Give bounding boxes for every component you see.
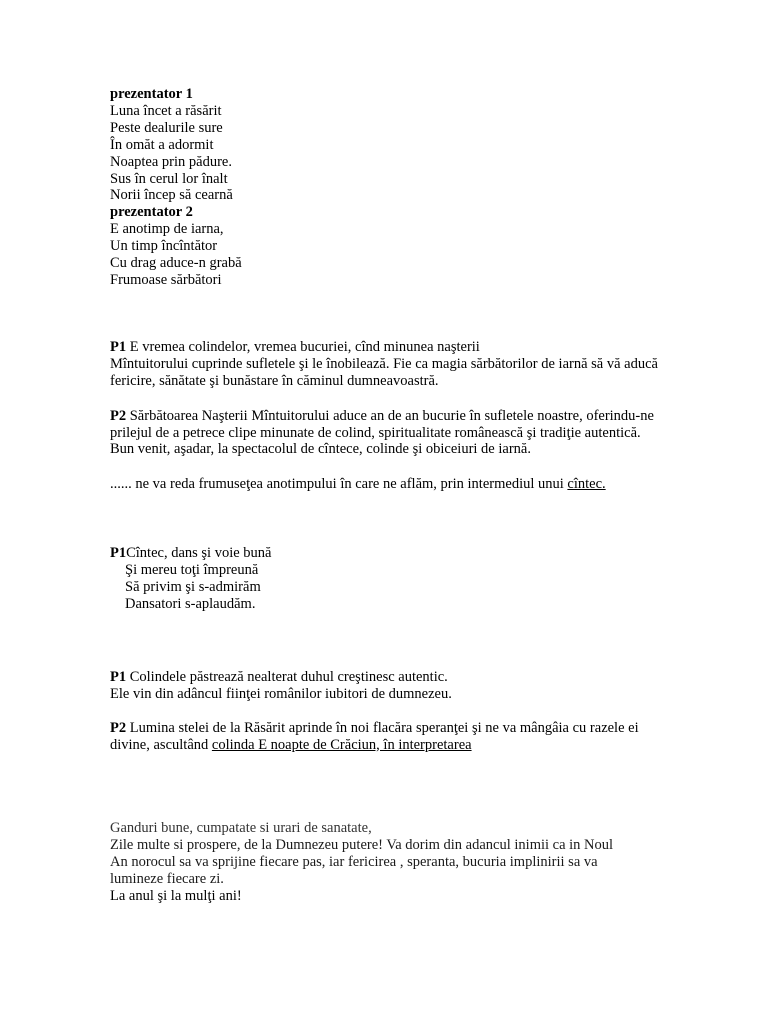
- verse-line: Dansatori s-aplaudăm.: [125, 595, 256, 612]
- paragraph-text: Colindele păstrează nealterat duhul creştinesc autentic.: [126, 668, 448, 685]
- verse-line: Cîntec, dans şi voie bună: [126, 545, 272, 562]
- paragraph-text: Bun venit, aşadar, la spectacolul de cîntece, colinde şi obiceiuri de iarnă.: [110, 441, 531, 458]
- verse-line: Sus în cerul lor înalt: [110, 170, 228, 187]
- verse-line: Norii încep să cearnă: [110, 187, 233, 204]
- final-greeting: La anul şi la mulţi ani!: [110, 888, 242, 905]
- paragraph-text: fericire, sănătate şi bunăstare în căminul dumneavoastră.: [110, 372, 439, 389]
- closing-wishes: [110, 820, 710, 905]
- speaker-tag: P2: [110, 407, 127, 424]
- song-intro-paragraph: [110, 476, 710, 493]
- wish-line: lumineze fiecare zi.: [110, 871, 224, 888]
- song-link: cîntec.: [567, 476, 606, 493]
- verse-line: Frumoase sărbători: [110, 271, 222, 288]
- paragraph-text: ...... ne va reda frumuseţea anotimpului în care ne aflăm, prin intermediul unui: [110, 476, 568, 493]
- paragraph-text: E vremea colindelor, vremea bucuriei, cînd minunea naşterii: [126, 338, 480, 355]
- verse-line: Peste dealurile sure: [110, 119, 223, 136]
- paragraph-text: Mîntuitorului cuprinde sufletele şi le înobilează. Fie ca magia sărbătorilor de iarnă să vă aducă: [110, 355, 658, 372]
- paragraph-text: prilejul de a petrece clipe minunate de colind, spiritualitate românească şi tradiţie autentică.: [110, 424, 641, 441]
- paragraph-text: Sărbătoarea Naşterii Mîntuitorului aduce an de an bucurie în sufletele noastre, oferindu-ne: [126, 407, 654, 424]
- speaker-tag: P1: [110, 668, 127, 685]
- document-page: [110, 86, 710, 905]
- presenter-1-label: prezentator 1: [110, 86, 193, 102]
- verse-line: E anotimp de iarna,: [110, 221, 224, 238]
- speaker-tag: P1: [110, 338, 127, 355]
- wish-line: Ganduri bune, cumpatate si urari de sanatate,: [110, 820, 372, 837]
- verse-line: Cu drag aduce-n grabă: [110, 255, 242, 272]
- presenter-2-label: prezentator 2: [110, 204, 193, 221]
- p2-welcome-paragraph: [110, 408, 710, 459]
- verse-line: Şi mereu toţi împreună: [125, 562, 259, 579]
- p1-dance-verse: [110, 545, 710, 613]
- verse-line: Să privim şi s-admirăm: [125, 579, 261, 596]
- paragraph-text: Ele vin din adâncul fiinţei românilor iubitori de dumnezeu.: [110, 685, 452, 702]
- speaker-tag: P2: [110, 719, 127, 736]
- verse-line: Noaptea prin pădure.: [110, 153, 232, 170]
- p2-star-paragraph: [110, 720, 710, 754]
- paragraph-text: divine, ascultând: [110, 736, 212, 753]
- verse-line: Luna încet a răsărit: [110, 102, 222, 119]
- paragraph-text: Lumina stelei de la Răsărit aprinde în noi flacăra speranţei şi ne va mângâia cu razele ei: [126, 719, 639, 736]
- verse-line: În omăt a adormit: [110, 136, 214, 153]
- p1-welcome-paragraph: [110, 339, 710, 390]
- p1-carols-paragraph: [110, 669, 710, 703]
- wish-line: Zile multe si prospere, de la Dumnezeu putere! Va dorim din adancul inimii ca in Noul: [110, 837, 614, 854]
- intro-section: [110, 86, 710, 289]
- speaker-tag: P1: [110, 545, 127, 562]
- wish-line: An norocul sa va sprijine fiecare pas, iar fericirea , speranta, bucuria implinirii sa va: [110, 854, 598, 871]
- verse-line: Un timp încîntător: [110, 238, 218, 255]
- carol-link: colinda E noapte de Crăciun, în interpretarea: [211, 736, 472, 753]
